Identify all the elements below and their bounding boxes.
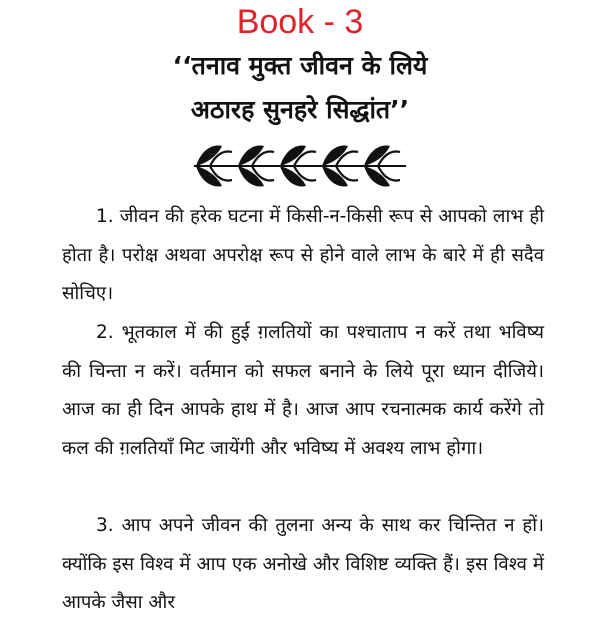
paragraph-2: 2. भूतकाल में की हुई ग़लतियों का पश्चाताप न करें तथा भविष्य की चिन्ता न करें। वर्तमान को सफल बनाने के लिये पूरा ध्यान दीजिये। आज का ही दिन आपके हाथ में है। आज आप रचनात्मक कार्य करेंगे तो कल की ग़लतियाँ मिट जायेंगी और भविष्य में अवश्य लाभ होगा। <box>62 322 544 459</box>
book-label: Book - 3 <box>236 3 364 41</box>
paragraph-1: 1. जीवन की हरेक घटना में किसी-न-किसी रूप से आपको लाभ ही होता है। परोक्ष अथवा अपरोक्ष रूप से होने वाले लाभ के बारे में ही सदैव सोचिए। <box>62 206 544 304</box>
leaf-vine-ornament-icon <box>188 140 412 192</box>
paragraph-3: 3. आप अपने जीवन की तुलना अन्य के साथ कर चिन्तित न हों। क्योंकि इस विश्व में आप एक अनोखे और विशिष्ट व्यक्ति हैं। इस विश्व में आपके जैसा और <box>62 515 544 613</box>
page-title-line-2: अठारह सुनहरे सिद्धांत’’ <box>190 95 410 124</box>
page-title-line-1: ‘‘तनाव मुक्त जीवन के लिये <box>172 51 428 80</box>
